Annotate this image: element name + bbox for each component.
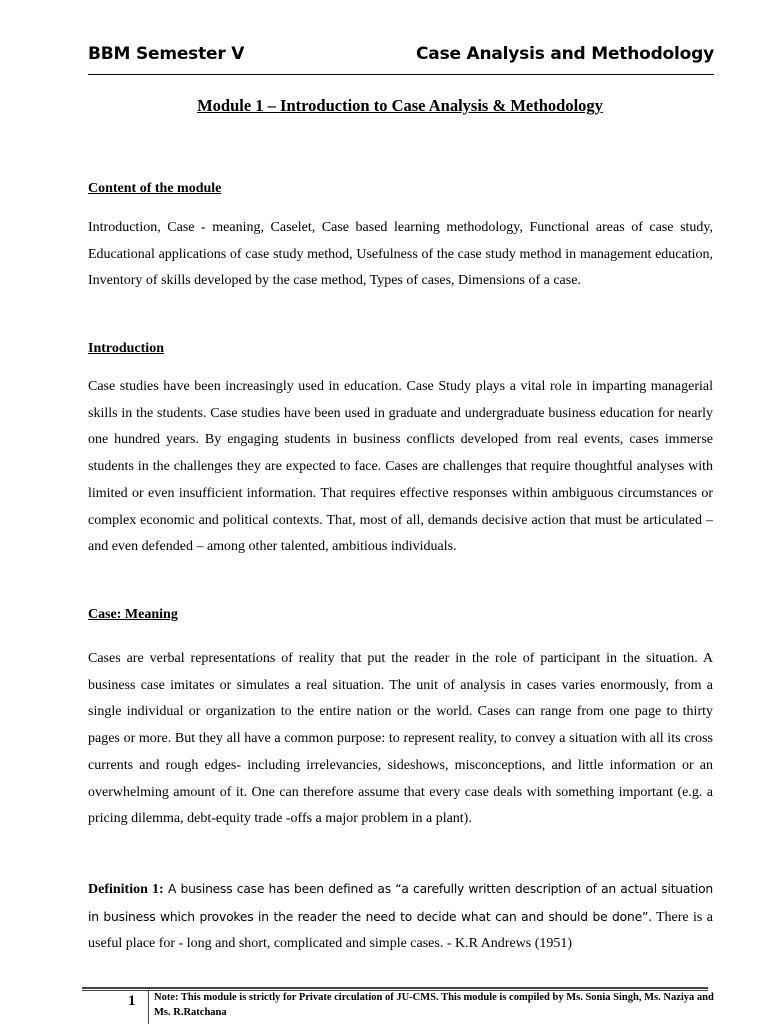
- header-course: BBM Semester V: [88, 44, 245, 64]
- content-paragraph: Introduction, Case - meaning, Caselet, Case based learning methodology, Functional areas of case study, Educational applications of case study method, Usefulness of the case study method in management education, Inventory of skills developed by the case method, Types of cases, Dimensions of a case.: [88, 220, 713, 289]
- introduction-paragraph: Case studies have been increasingly used in education. Case Study plays a vital role in imparting managerial skills in the students. Case studies have been used in graduate and undergraduate business education for nearly one hundred years. By engaging students in business conflicts developed from real events, cases immerse students in the challenges they are expected to face. Cases are challenges that require thoughtful analyses with limited or even insufficient information. That requires effective responses within ambiguous circumstances or complex economic and political contexts. That, most of all, demands decisive action that must be articulated – and even defended – among other talented, ambitious individuals.: [88, 379, 713, 555]
- definition-tail: There is a useful place for - long and short, complicated and simple cases. - K.R Andrews (1951): [88, 909, 713, 952]
- definition-quote: A business case has been defined as “a carefully written description of an actual situation in business which provokes in the reader the need to decide what can and should be done”.: [88, 882, 713, 924]
- page-header: [88, 44, 714, 75]
- footer-note: Note: This module is strictly for Private circulation of JU-CMS. This module is compiled by Ms. Sonia Singh, Ms. Naziya and Ms. R.Ratchana: [154, 992, 714, 1018]
- definition-paragraph: [88, 876, 713, 958]
- page-number: 1: [128, 993, 136, 1009]
- definition-label: Definition 1:: [88, 882, 164, 897]
- footer-rule: [82, 987, 708, 989]
- module-title: Module 1 – Introduction to Case Analysis & Methodology: [197, 96, 603, 115]
- content-heading: Content of the module: [88, 181, 222, 196]
- introduction-heading: Introduction: [88, 341, 164, 356]
- case-meaning-paragraph: Cases are verbal representations of reality that put the reader in the role of participant in the situation. A business case imitates or simulates a real situation. The unit of analysis in cases varies enormously, from a single individual or organization to the entire nation or the world. Cases can range from one page to thirty pages or more. But they all have a common purpose: to represent reality, to convey a situation with all its cross currents and rough edges- including irrelevancies, sideshows, misconceptions, and little information or an overwhelming amount of it. One can therefore assume that every case deals with something important (e.g. a pricing dilemma, debt-equity trade -offs a major problem in a plant).: [88, 651, 713, 827]
- header-subject: Case Analysis and Methodology: [416, 44, 714, 64]
- case-meaning-heading: Case: Meaning: [88, 607, 178, 622]
- footer-divider: [148, 990, 149, 1024]
